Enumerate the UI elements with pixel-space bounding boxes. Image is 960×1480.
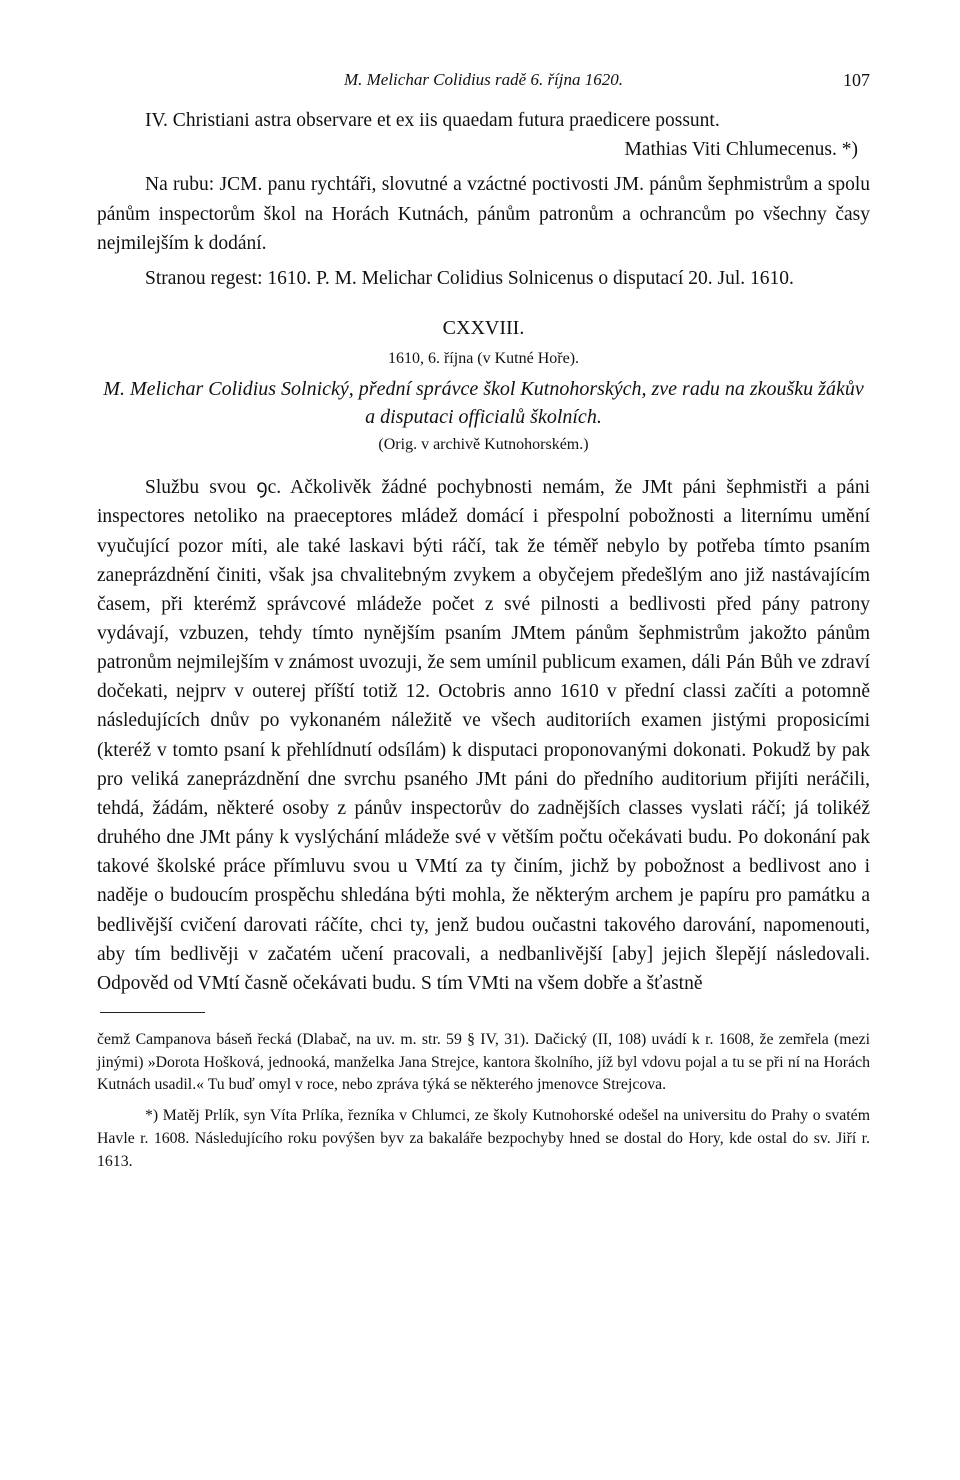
document-page xyxy=(97,70,870,1173)
document-body: Službu svou ꝯc. Ačkolivěk žádné pochybnosti nemám, že JMt páni šephmistři a páni inspectores netoliko na praeceptores mládež domácí i přespolní pobožnosti a liternímu umění vyučující pozor míti, ale také laskavi býti ráčí, tak že téměř nebylo by potřeba tímto psaním zaneprázdnění činiti, však jsa chvalitebným zvykem a obyčejem předešlým ano již nastávajícím časem, při kterémž správcové mládeže počet z své pilnosti a bedlivosti před pány patrony vydávají, vzbuzen, tehdy tímto nynějším psaním JMtem pánům šephmistrům jakožto pánům patronům nejmilejším v známost uvozuji, že sem umínil publicum examen, dáli Pán Bůh ve zdraví dočekati, nejprv v outerej příští totiž 12. Octobris anno 1610 v přední classi začíti a potomně následujících dnův po vykonaném náležitě ve všech auditoriích examen jistými proposicími (kteréž v tomto psaní k přehlídnutí odsílám) k disputaci proponovanými dokonati. Pokudž by pak pro veliká zaneprázdnění dne svrchu psaného JMt páni do předního auditorium přijíti neráčili, tehdá, žádám, některé osoby z pánův inspectorův do zadnějších classes vyslati ráčí; já tolikéž druhého dne JMt pány k vyslýchání mládeže své v větším počtu očekávati budu. Po dokonání pak takové školské práce přímluvu svou u VMtí za ty činím, jichž by pobožnost a bedlivost ano i naděje o budoucím prospěchu shledána býti mohla, že některým archem je papíru pro památku a bedlivější cvičení darovati ráčíte, chci ty, jenž budou oučastni takového darování, napomenouti, aby tím bedlivěji v začatém učení pracovali, a nedbanlivější [aby] jejich šlepějí následovali. Odpověd od VMtí časně očekávati budu. S tím VMti na všem dobře a šťastně xyxy=(97,477,870,994)
page-number: 107 xyxy=(843,70,870,90)
thesis-paragraph: IV. Christiani astra observare et ex iis quaedam futura praedicere possunt. xyxy=(145,110,720,131)
regest-paragraph: Stranou regest: 1610. P. M. Melichar Colidius Solnicenus o disputací 20. Jul. 1610. xyxy=(145,268,794,290)
footnote-continued: čemž Campanova báseň řecká (Dlabač, na uv. m. str. 59 § IV, 31). Dačický (II, 108) uvádí k r. 1608, že zemřela (mezi jinými) »Dorota Hošková, jednooká, manželka Jana Strejce, kantora školního, jíž byl vdovu pojal a tu se při ní na Horách Kutnách usadil.« Tu buď omyl v roce, nebo zpráva týká se některého jmenovce Strejcova. xyxy=(97,1031,870,1094)
document-source: (Orig. v archivě Kutnohorském.) xyxy=(378,436,589,454)
signature-line: Mathias Viti Chlumecenus. *) xyxy=(624,139,858,161)
previous-document-end xyxy=(97,106,870,293)
running-title: M. Melichar Colidius radě 6. října 1620. xyxy=(343,70,624,89)
document-number: CXXVIII. xyxy=(442,317,525,340)
document-date: 1610, 6. října (v Kutné Hoře). xyxy=(387,350,580,368)
address-paragraph: Na rubu: JCM. panu rychtáři, slovutné a vzáctné poctivosti JM. pánům šephmistrům a spolu pánům inspectorům škol na Horách Kutnách, pánům patronům a ochrancům po všechny časy nejmilejším k dodání. xyxy=(97,174,870,254)
running-head xyxy=(97,70,870,106)
document-title: M. Melichar Colidius Solnický, přední správce škol Kutnohorských, zve radu na zkoušku žákův a disputaci officialů školních. xyxy=(103,378,864,429)
footnote-star: *) Matěj Prlík, syn Víta Prlíka, řezníka v Chlumci, ze školy Kutnohorské odešel na universitu do Prahy o svatém Havle r. 1608. Následujícího roku povýšen byv za bakaláře bezpochyby hned se dostal do Hory, kde ostal do sv. Jiří r. 1613. xyxy=(97,1107,870,1170)
footnote-divider xyxy=(100,1012,205,1013)
